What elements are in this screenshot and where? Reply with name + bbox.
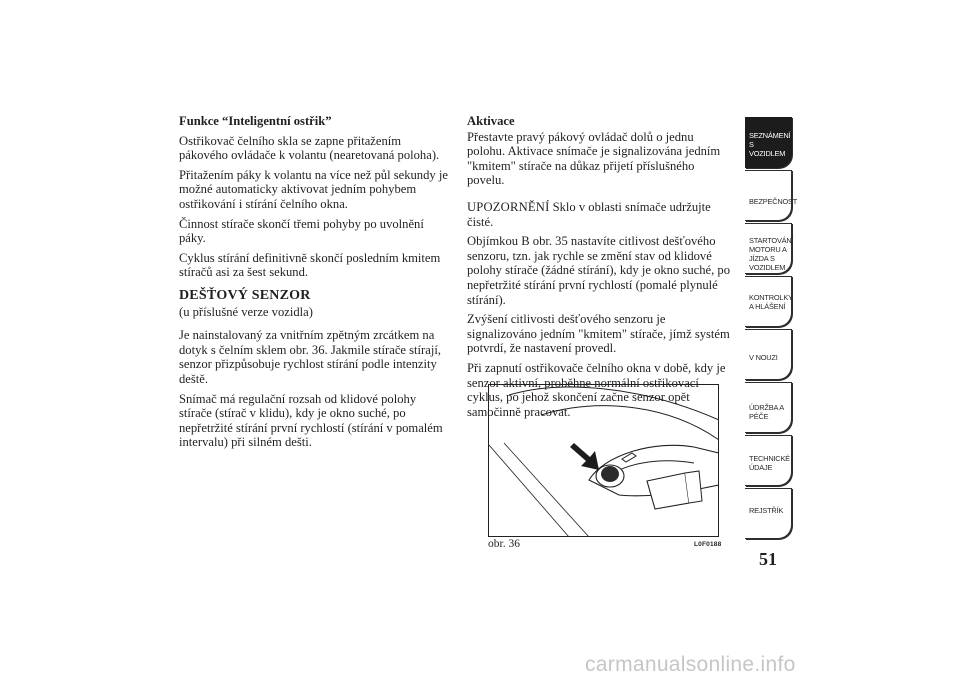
tab-label: REJSTŘÍK xyxy=(749,506,784,515)
rain-sensor-dot xyxy=(601,466,619,482)
right-text-column xyxy=(467,114,734,424)
smart-wash-heading: Funkce “Inteligentní ostřik” xyxy=(179,114,332,128)
watermark: carmanualsonline.info xyxy=(585,653,796,676)
warning-text: Sklo v oblasti snímače udržujte čisté. xyxy=(467,199,711,229)
page-number: 51 xyxy=(759,549,777,569)
tab-label: V NOUZI xyxy=(749,353,778,362)
paragraph: Ostřikovač čelního skla se zapne přitažením pákového ovládače k volantu (nearetovaná poloha). xyxy=(179,133,440,163)
chapter-tabs xyxy=(745,117,798,541)
activation-heading: Aktivace xyxy=(467,114,515,128)
tab-chapter-3[interactable] xyxy=(745,223,792,274)
tab-chapter-4[interactable] xyxy=(745,276,792,327)
tab-chapter-1[interactable] xyxy=(745,117,792,168)
tab-chapter-7[interactable] xyxy=(745,435,792,486)
tab-label: KONTROLKY A HLÁŠENÍ xyxy=(749,293,793,311)
rain-sensor-illustration xyxy=(489,385,719,537)
tab-chapter-2[interactable] xyxy=(745,170,798,221)
left-text-column xyxy=(179,114,449,455)
paragraph: Činnost stírače skončí třemi pohyby po uvolnění páky. xyxy=(179,216,424,246)
tab-label: TECHNICKÉ ÚDAJE xyxy=(749,454,790,472)
paragraph: Snímač má regulační rozsah od klidové polohy stírače (stírač v klidu), kdy je okno suché, po nepřetržité stírání první rychlostí (stírání v pomalém intervalu) při silném dešti. xyxy=(179,391,443,450)
rain-sensor-heading: DEŠŤOVÝ SENZOR xyxy=(179,287,311,303)
tab-label: SEZNÁMENÍ S VOZIDLEM xyxy=(749,131,791,158)
paragraph: Objímkou B obr. 35 nastavíte citlivost dešťového senzoru, tzn. jak rychle se změní stav od klidové polohy stírače (žádné stírání), kdy je okno suché, po nepřetržité stírání první rychlostí (pomalé plynulé stírání). xyxy=(467,234,730,307)
warning-label: UPOZORNĚNÍ xyxy=(467,199,550,214)
rain-sensor-figure xyxy=(488,384,719,537)
paragraph: Přitažením páky k volantu na více než půl sekundy je možné automaticky aktivovat jedním pohybem ostřikování i stírání čelního okna. xyxy=(179,167,448,211)
arrow-icon xyxy=(570,443,599,470)
tab-chapter-6[interactable] xyxy=(745,382,792,433)
tab-label: ÚDRŽBA A PÉČE xyxy=(749,403,784,421)
tab-label: STARTOVÁNÍ MOTORU A JÍZDA S VOZIDLEM xyxy=(749,236,794,272)
rain-sensor-subheading: (u příslušné verze vozidla) xyxy=(179,304,313,319)
paragraph: Cyklus stírání definitivně skončí posledním kmitem stíračů asi za šest sekund. xyxy=(179,250,441,280)
paragraph: Přestavte pravý pákový ovládač dolů o jednu polohu. Aktivace snímače je signalizována jedním "kmitem" stírače na důkaz přijetí příslušného povelu. xyxy=(467,129,721,188)
paragraph: Je nainstalovaný za vnitřním zpětným zrcátkem na dotyk s čelním sklem obr. 36. Jakmile stírače stírají, senzor přizpůsobuje rychlost stírání podle intenzity deště. xyxy=(179,328,441,386)
tab-chapter-5[interactable] xyxy=(745,329,792,380)
paragraph: Při zapnutí ostřikovače čelního okna v době, kdy je senzor aktivní, proběhne normální ostřikovací cyklus, po jehož skončení začne senzor opět samočinně pracovat. xyxy=(467,360,726,419)
warning-paragraph xyxy=(467,200,734,229)
paragraph: Zvýšení citlivosti dešťového senzoru je signalizováno jedním "kmitem" stírače, jímž systém potvrdí, že nastavení provedl. xyxy=(467,312,730,356)
tab-chapter-8[interactable] xyxy=(745,488,792,539)
figure-caption: obr. 36 xyxy=(488,538,520,550)
tab-label: BEZPEČNOST xyxy=(749,197,798,206)
figure-code: L0F0188 xyxy=(694,541,722,548)
